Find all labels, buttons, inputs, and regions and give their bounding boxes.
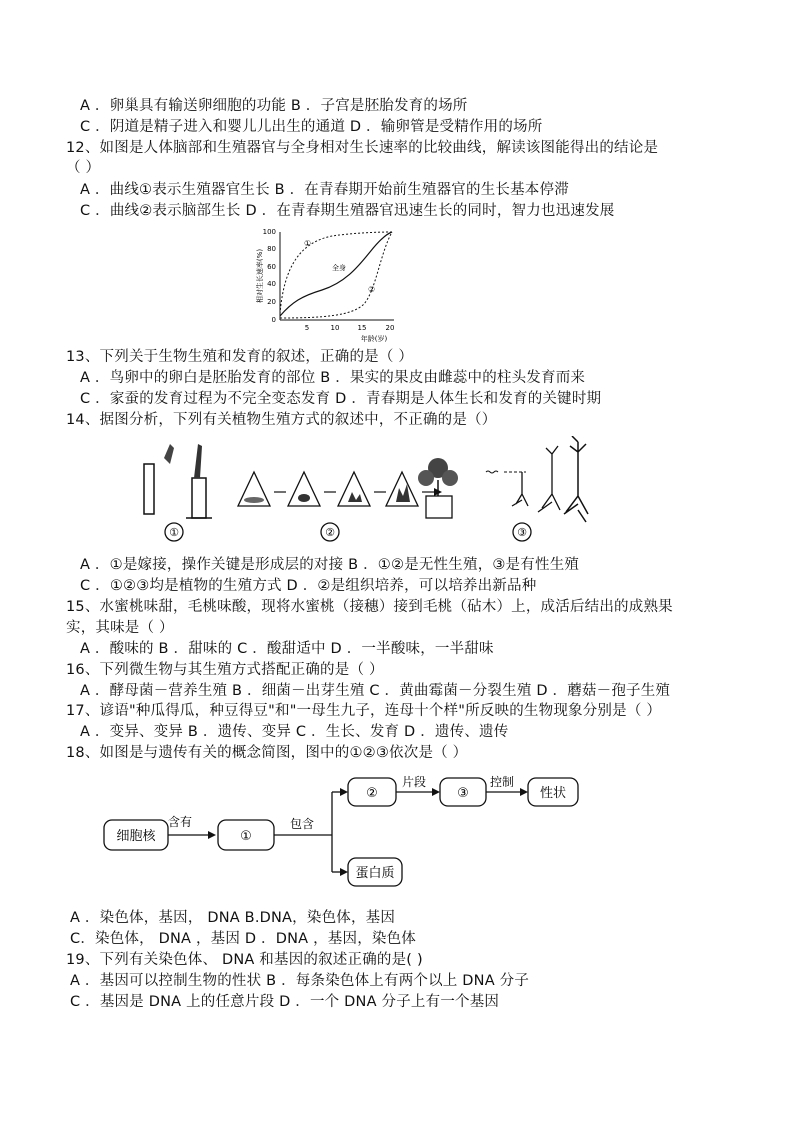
- x-tick: 10: [330, 324, 340, 332]
- node-1: ①: [240, 829, 252, 844]
- x-tick: 20: [385, 324, 395, 332]
- curve-label-body: 全身: [332, 264, 346, 272]
- question-13-options-cd: C ．家蚕的发育过程为不完全变态发育 D ．青春期是人体生长和发育的关键时期: [80, 391, 602, 407]
- y-tick: 60: [267, 263, 276, 271]
- question-13: 13、下列关于生物生殖和发育的叙述，正确的是（ ）: [66, 349, 414, 365]
- x-tick: 15: [357, 324, 367, 332]
- question-15: 15、水蜜桃味甜，毛桃味酸，现将水蜜桃（接穗）接到毛桃（砧木）上，成活后结出的成熟果: [66, 599, 673, 615]
- question-16: 16、下列微生物与其生殖方式搭配正确的是（ ）: [66, 662, 384, 678]
- question-18-options-cd: C．染色体， DNA ，基因 D ．DNA ，基因，染色体: [70, 931, 416, 947]
- grafting-illustration: [144, 444, 212, 518]
- question-18: 18、如图是与遗传有关的概念简图，图中的①②③依次是（ ）: [66, 745, 468, 761]
- concept-map: [96, 772, 596, 892]
- x-tick: 5: [304, 324, 310, 332]
- curve-brain: [280, 232, 392, 314]
- curve-body: [280, 232, 392, 316]
- question-12-options-ab: A ．曲线①表示生殖器官生长 B ．在青春期开始前生殖器官的生长基本停滞: [80, 182, 569, 198]
- node-3: ③: [457, 786, 469, 801]
- question-19-options-ab: A ．基因可以控制生物的性状 B ．每条染色体上有两个以上 DNA 分子: [70, 973, 530, 989]
- figure-label-2: ②: [325, 526, 335, 539]
- question-15-cont: 实，其味是（ ）: [66, 620, 174, 636]
- figure-label-3: ③: [517, 526, 527, 539]
- curve-label-1: ①: [304, 239, 312, 248]
- plant-reproduction-figure: [130, 436, 590, 546]
- growth-chart-ylabel: 相对生长速率(%): [256, 248, 264, 304]
- y-tick: 40: [267, 280, 276, 288]
- question-14-options-cd: C ．①②③均是植物的生殖方式 D ．②是组织培养，可以培养出新品种: [80, 578, 537, 594]
- question-12: 12、如图是人体脑部和生殖器官与全身相对生长速率的比较曲线，解读该图能得出的结论是: [66, 140, 659, 156]
- question-18-options-ab: A ．染色体，基因， DNA B.DNA，染色体，基因: [70, 910, 396, 926]
- question-12-blank: （ ）: [66, 160, 101, 176]
- y-tick: 80: [267, 245, 276, 253]
- question-19-options-cd: C ．基因是 DNA 上的任意片段 D ．一个 DNA 分子上有一个基因: [70, 994, 500, 1010]
- growth-curve-figure: [252, 224, 412, 348]
- y-tick: 0: [271, 316, 276, 324]
- option-line-c: C ．阴道是精子进入和婴儿儿出生的通道 D ．输卵管是受精作用的场所: [80, 119, 543, 135]
- question-17-options: A ．变异、变异 B ．遗传、变异 C ．生长、发育 D ．遗传、遗传: [80, 724, 509, 740]
- question-12-options-cd: C ．曲线②表示脑部生长 D ．在青春期生殖器官迅速生长的同时，智力也迅速发展: [80, 203, 615, 219]
- growth-chart-xlabel: 年龄(岁): [360, 335, 388, 343]
- question-15-options: A ．酸味的 B ．甜味的 C ．酸甜适中 D ．一半酸味，一半甜味: [80, 641, 494, 657]
- question-19: 19、下列有关染色体、 DNA 和基因的叙述正确的是( ): [66, 952, 423, 968]
- question-13-options-ab: A ．鸟卵中的卵白是胚胎发育的部位 B ．果实的果皮由雌蕊中的柱头发育而来: [80, 370, 586, 386]
- node-nucleus: 细胞核: [116, 829, 156, 844]
- option-line-a: A ．卵巢具有输送卵细胞的功能 B ．子宫是胚胎发育的场所: [80, 98, 468, 114]
- edge-control: 控制: [489, 775, 515, 789]
- tissue-culture-illustration: [238, 458, 458, 518]
- node-trait: 性状: [539, 786, 567, 801]
- node-2: ②: [366, 786, 378, 801]
- node-protein: 蛋白质: [355, 866, 395, 881]
- seed-germination-illustration: [486, 436, 588, 522]
- curve-label-2: ②: [368, 285, 376, 294]
- y-tick: 20: [267, 298, 276, 306]
- edge-includes: 包含: [289, 817, 315, 831]
- question-14: 14、据图分析，下列有关植物生殖方式的叙述中，不正确的是（）: [66, 412, 497, 428]
- question-16-options: A ．酵母菌－营养生殖 B ．细菌－出芽生殖 C ．黄曲霉菌－分裂生殖 D ．蘑菇－孢子生殖: [80, 683, 671, 699]
- figure-label-1: ①: [169, 526, 179, 539]
- edge-segment: 片段: [401, 775, 427, 789]
- y-tick: 100: [262, 228, 276, 236]
- question-14-options-ab: A ．①是嫁接，操作关键是形成层的对接 B ．①②是无性生殖，③是有性生殖: [80, 557, 580, 573]
- edge-contains: 含有: [167, 815, 193, 829]
- question-17: 17、谚语"种瓜得瓜，种豆得豆"和"一母生九子，连母十个样"所反映的生物现象分别是（ ）: [66, 703, 662, 719]
